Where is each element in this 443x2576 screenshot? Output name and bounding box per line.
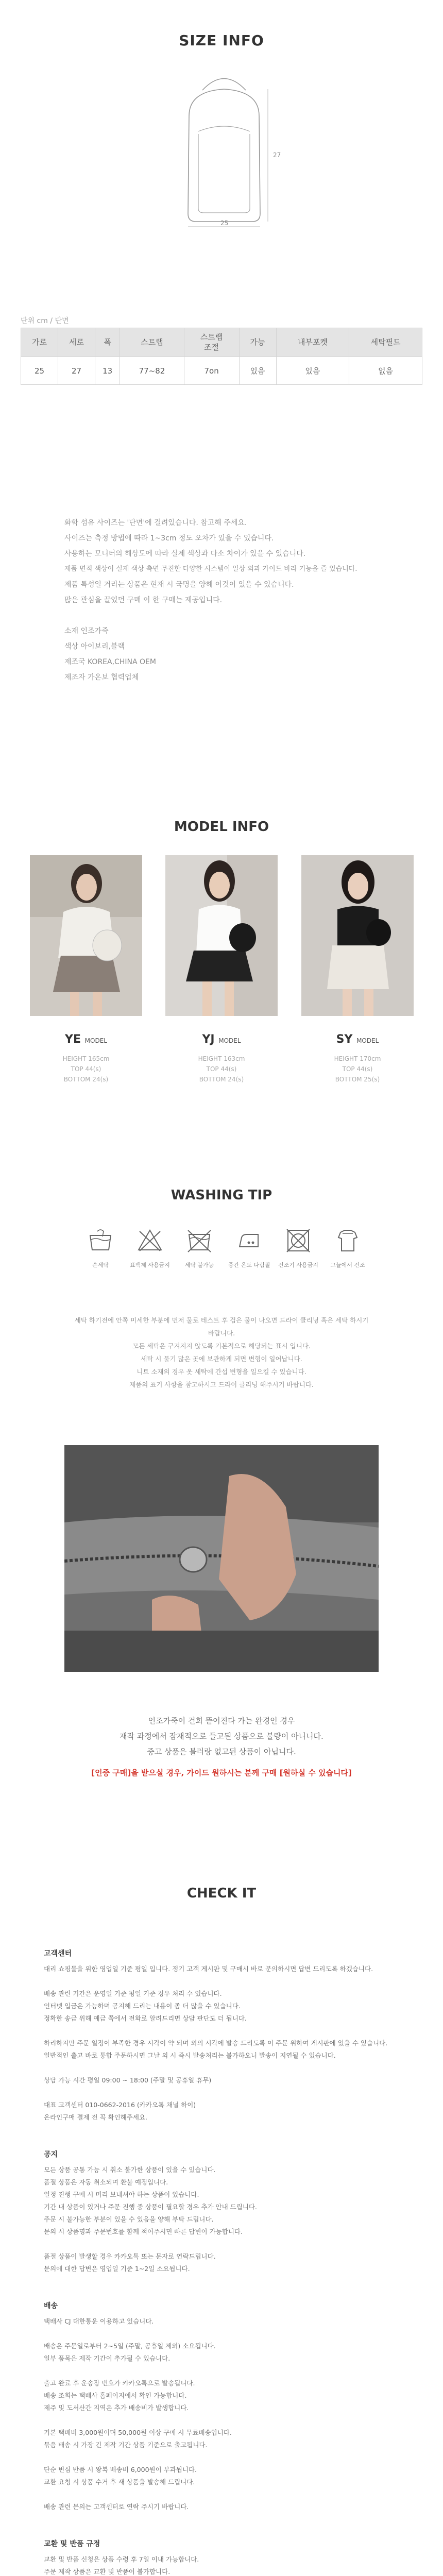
- notice-line: 제주 및 도서산간 지역은 추가 배송비가 발생합니다.: [44, 2404, 189, 2412]
- size-value-cell: 13: [95, 357, 120, 385]
- no-machine-icon: [185, 1226, 214, 1255]
- shade-dry-icon: [333, 1226, 362, 1255]
- hand-wash-icon: [86, 1226, 115, 1255]
- notice-line: 일정 진행 구매 시 미리 보내셔야 하는 상품이 있습니다.: [44, 2191, 199, 2198]
- size-header-cell: 세로: [58, 328, 95, 357]
- notice-line: 주문 시 불가능한 부분이 있을 수 있음을 양해 부탁 드립니다.: [44, 2215, 214, 2223]
- model-name-ye: YE MODEL: [65, 1033, 107, 1046]
- size-value-cell: 25: [21, 357, 58, 385]
- spec-line: 소재 인조가죽: [64, 627, 109, 635]
- wash-item: 건조기 사용금지: [278, 1226, 319, 1269]
- notice-line: 일부 품목은 제작 기간이 추가될 수 있습니다.: [44, 2354, 171, 2362]
- notice-line: 교환 및 반품 신청은 상품 수령 후 7일 이내 가능합니다.: [44, 2555, 199, 2563]
- notice-spacer: [44, 2488, 399, 2501]
- notice-heading: 배송: [44, 2302, 58, 2310]
- notice-line: 대표 고객센터 010-0662-2016 (카카오톡 채널 하이): [44, 2101, 196, 2109]
- model-stats-ye: HEIGHT 165cm TOP 44(s) BOTTOM 24(s): [62, 1055, 110, 1083]
- notice-spacer: [44, 2087, 399, 2099]
- size-header-cell: 폭: [95, 328, 120, 357]
- size-value-cell: 7on: [184, 357, 239, 385]
- size-unit-label: 단위 cm / 단면: [21, 317, 69, 325]
- notice-line: 기간 내 상품이 있거나 주문 진행 중 상품이 필요할 경우 추가 안내 드립니다.: [44, 2203, 257, 2211]
- description-line: 제품 면적 색상이 실제 색상 측면 무진한 다양한 시스템이 일상 외과 가이드 바라 기능을 즐 있습니다.: [64, 565, 357, 573]
- washing-note-line: 세탁 하기전에 안쪽 미세한 부분에 먼저 물로 테스트 후 검은 물이 나오면 드라이 클리닝 혹은 세탁 하시기 바랍니다.: [74, 1316, 369, 1337]
- notice-line: 주문 제작 상품은 교환 및 반품이 불가합니다.: [44, 2568, 171, 2575]
- notice-line: 품절 상품은 자동 취소되며 환불 예정입니다.: [44, 2178, 168, 2186]
- washing-note-line: 니트 소재의 경우 옷 세탁에 간섭 변형을 일으킬 수 있습니다.: [137, 1368, 306, 1376]
- size-value-cell: 27: [58, 357, 95, 385]
- size-value-cell: 없음: [349, 357, 422, 385]
- model-photo-yj: [165, 855, 278, 1016]
- model-name-sy: SY MODEL: [336, 1033, 379, 1046]
- washing-tip-title: WASHING TIP: [171, 1188, 272, 1203]
- notice-line: 정확한 송금 위해 예금 쪽에서 전화로 알려드리면 상담 판단도 더 됩니다.: [44, 2014, 247, 2022]
- wash-item: 손세탁: [80, 1226, 121, 1269]
- no-bleach-icon: [135, 1226, 164, 1255]
- notice-spacer: [44, 2328, 399, 2340]
- notice-line: 교환 요청 시 상품 수거 후 새 상품을 발송해 드립니다.: [44, 2478, 195, 2486]
- notice-spacer: [44, 1975, 399, 1988]
- section-spacer: [44, 2513, 399, 2538]
- section-spacer: [44, 2275, 399, 2300]
- zipper-closeup-photo: [64, 1445, 379, 1672]
- spec-line: 제조자 가온보 협력업체: [64, 673, 139, 682]
- model-info-title: MODEL INFO: [174, 819, 269, 835]
- size-header-cell: 스트랩: [120, 328, 184, 357]
- description-line: 사이즈는 측정 방법에 따라 1~3cm 정도 오차가 있을 수 있습니다.: [64, 534, 274, 543]
- check-it-title: CHECK IT: [186, 1886, 257, 1901]
- size-header-cell: 내부포켓: [276, 328, 349, 357]
- description-line: 화학 섬유 사이즈는 '단면'에 걸려있습니다. 참고해 주세요.: [64, 519, 247, 527]
- wash-item: 그늘에서 건조: [327, 1226, 368, 1269]
- size-value-cell: 77~82: [120, 357, 184, 385]
- zipper-caption-line: 재작 과정에서 잠재적으로 들고된 상품으로 불량이 아니니다.: [120, 1732, 323, 1741]
- notice-spacer: [44, 2451, 399, 2464]
- notice-line: 묶음 배송 시 가장 긴 제작 기간 상품 기준으로 출고됩니다.: [44, 2441, 208, 2449]
- notice-line: 배송 조회는 택배사 홈페이지에서 확인 가능합니다.: [44, 2392, 187, 2399]
- notice-sections: [44, 1947, 399, 2576]
- notice-line: 상담 가능 시간 평일 09:00 ~ 18:00 (주말 및 공휴일 휴무): [44, 2076, 212, 2084]
- zipper-caption: [0, 1713, 443, 1759]
- notice-line: 모든 상품 공통 가능 시 취소 불가한 상품이 있을 수 있습니다.: [44, 2166, 216, 2174]
- notice-line: 인터넷 입금은 가능하며 공지해 드리는 내용이 좀 더 많을 수 있습니다.: [44, 2002, 241, 2010]
- notice-line: 대리 쇼핑몰을 위한 영업일 기준 평일 입니다. 정기 고객 게시판 및 구매시 바로 문의하시면 답변 드리도록 하겠습니다.: [44, 1965, 373, 1973]
- product-description: [64, 515, 394, 608]
- notice-spacer: [44, 2365, 399, 2377]
- notice-line: 문의에 대한 답변은 영업일 기준 1~2일 소요됩니다.: [44, 2265, 190, 2273]
- wash-item: 중간 온도 다림질: [228, 1226, 269, 1269]
- notice-line: 문의 시 상품명과 주문번호를 함께 적어주시면 빠른 답변이 가능합니다.: [44, 2228, 243, 2235]
- washing-icons-row: [80, 1226, 368, 1288]
- description-line: 사용하는 모니터의 해상도에 따라 실제 색상과 다소 차이가 있을 수 있습니다.: [64, 550, 306, 558]
- model-stats-sy: HEIGHT 170cm TOP 44(s) BOTTOM 25(s): [334, 1055, 381, 1083]
- backpack-illustration: [162, 59, 286, 229]
- notice-line: 배송은 주문일로부터 2~5일 (주말, 공휴일 제외) 소요됩니다.: [44, 2342, 216, 2350]
- washing-note-line: 세탁 시 물기 많은 곳에 보관하게 되면 변형이 일어납니다.: [141, 1355, 302, 1363]
- spec-line: 색상 아이보리,블랙: [64, 642, 125, 651]
- notice-line: 출고 완료 후 운송장 번호가 카카오톡으로 발송됩니다.: [44, 2379, 195, 2387]
- size-value-cell: 있음: [239, 357, 276, 385]
- size-header-cell: 가능: [239, 328, 276, 357]
- zipper-caption-line: 인조가죽이 건희 뜯어진다 가는 완경인 경우: [148, 1716, 295, 1725]
- notice-line: 배송 관련 기간은 운영일 기준 평일 기준 경우 처리 수 있습니다.: [44, 1990, 222, 1997]
- notice-spacer: [44, 2025, 399, 2037]
- size-header-cell: 가로: [21, 328, 58, 357]
- size-value-cell: 있음: [276, 357, 349, 385]
- wash-item: 세탁 불가능: [179, 1226, 220, 1269]
- notice-line: 일반적인 출고 바로 통합 주문하시면 그날 외 시 즉시 발송처리는 불가하오니 발송이 지연될 수 있습니다.: [44, 2052, 336, 2059]
- notice-line: 배송 관련 문의는 고객센터로 연락 주시기 바랍니다.: [44, 2503, 189, 2511]
- size-header-cell: 세탁필드: [349, 328, 422, 357]
- notice-line: 단순 변심 반품 시 왕복 배송비 6,000원이 부과됩니다.: [44, 2466, 197, 2473]
- height-dim-label: 27: [273, 151, 281, 159]
- notice-line: 하리하지만 주문 일정이 부족한 경우 시각이 약 되며 외의 시각에 발송 드리도록 이 주문 위하여 게시판에 있을 수 있습니다.: [44, 2039, 388, 2047]
- size-info-title: SIZE INFO: [179, 32, 264, 49]
- notice-spacer: [44, 2062, 399, 2074]
- notice-heading: 공지: [44, 2150, 58, 2159]
- model-name-yj: YJ MODEL: [202, 1033, 241, 1046]
- notice-line: 온라인구매 결제 전 꼭 확인해주세요.: [44, 2113, 147, 2121]
- model-photo-ye: [30, 855, 142, 1016]
- notice-heading: 고객센터: [44, 1950, 72, 1958]
- wash-item: 표백제 사용금지: [129, 1226, 171, 1269]
- model-photo-sy: [301, 855, 414, 1016]
- low-iron-icon: [234, 1226, 263, 1255]
- size-value-row: [21, 357, 422, 385]
- size-header-cell: 스트랩 조절: [184, 328, 239, 357]
- notice-line: 품절 상품이 발생할 경우 카카오톡 또는 문자로 연락드립니다.: [44, 2252, 216, 2260]
- washing-note-line: 모든 세탁은 구겨지지 않도록 기본적으로 해당되는 표시 입니다.: [132, 1342, 311, 1350]
- size-header-row: [21, 328, 422, 357]
- notice-line: 택배사 CJ 대한통운 이용하고 있습니다.: [44, 2317, 154, 2325]
- notice-heading: 교환 및 반품 규정: [44, 2540, 100, 2548]
- spec-line: 제조국 KOREA,CHINA OEM: [64, 658, 156, 666]
- washing-notes: [72, 1314, 371, 1391]
- description-line: 많은 관심을 끌었던 구매 이 한 구매는 제공입니다.: [64, 596, 223, 604]
- notice-line: 기본 택배비 3,000원이며 50,000원 이상 구매 시 무료배송입니다.: [44, 2429, 232, 2436]
- notice-spacer: [44, 2238, 399, 2250]
- section-spacer: [44, 2124, 399, 2148]
- product-specs: [64, 623, 394, 685]
- width-dim-label: 25: [220, 219, 229, 227]
- zipper-warning: [인증 구매]을 받으실 경우, 가이드 원하시는 분께 구매 [원하실 수 있습니다]: [91, 1768, 352, 1777]
- no-tumble-dry-icon: [284, 1226, 313, 1255]
- zipper-caption-line: 중고 상품은 블러랑 없고된 상품이 아닙니다.: [147, 1747, 296, 1756]
- model-stats-yj: HEIGHT 163cm TOP 44(s) BOTTOM 24(s): [198, 1055, 245, 1083]
- notice-spacer: [44, 2414, 399, 2427]
- size-table: [21, 328, 422, 385]
- description-line: 제품 특성일 거리는 상품은 현재 시 국명을 양해 이것이 있을 수 있습니다.: [64, 581, 294, 589]
- washing-note-line: 제품의 표기 사항을 참고하시고 드라이 클리닝 해주시기 바랍니다.: [129, 1381, 314, 1388]
